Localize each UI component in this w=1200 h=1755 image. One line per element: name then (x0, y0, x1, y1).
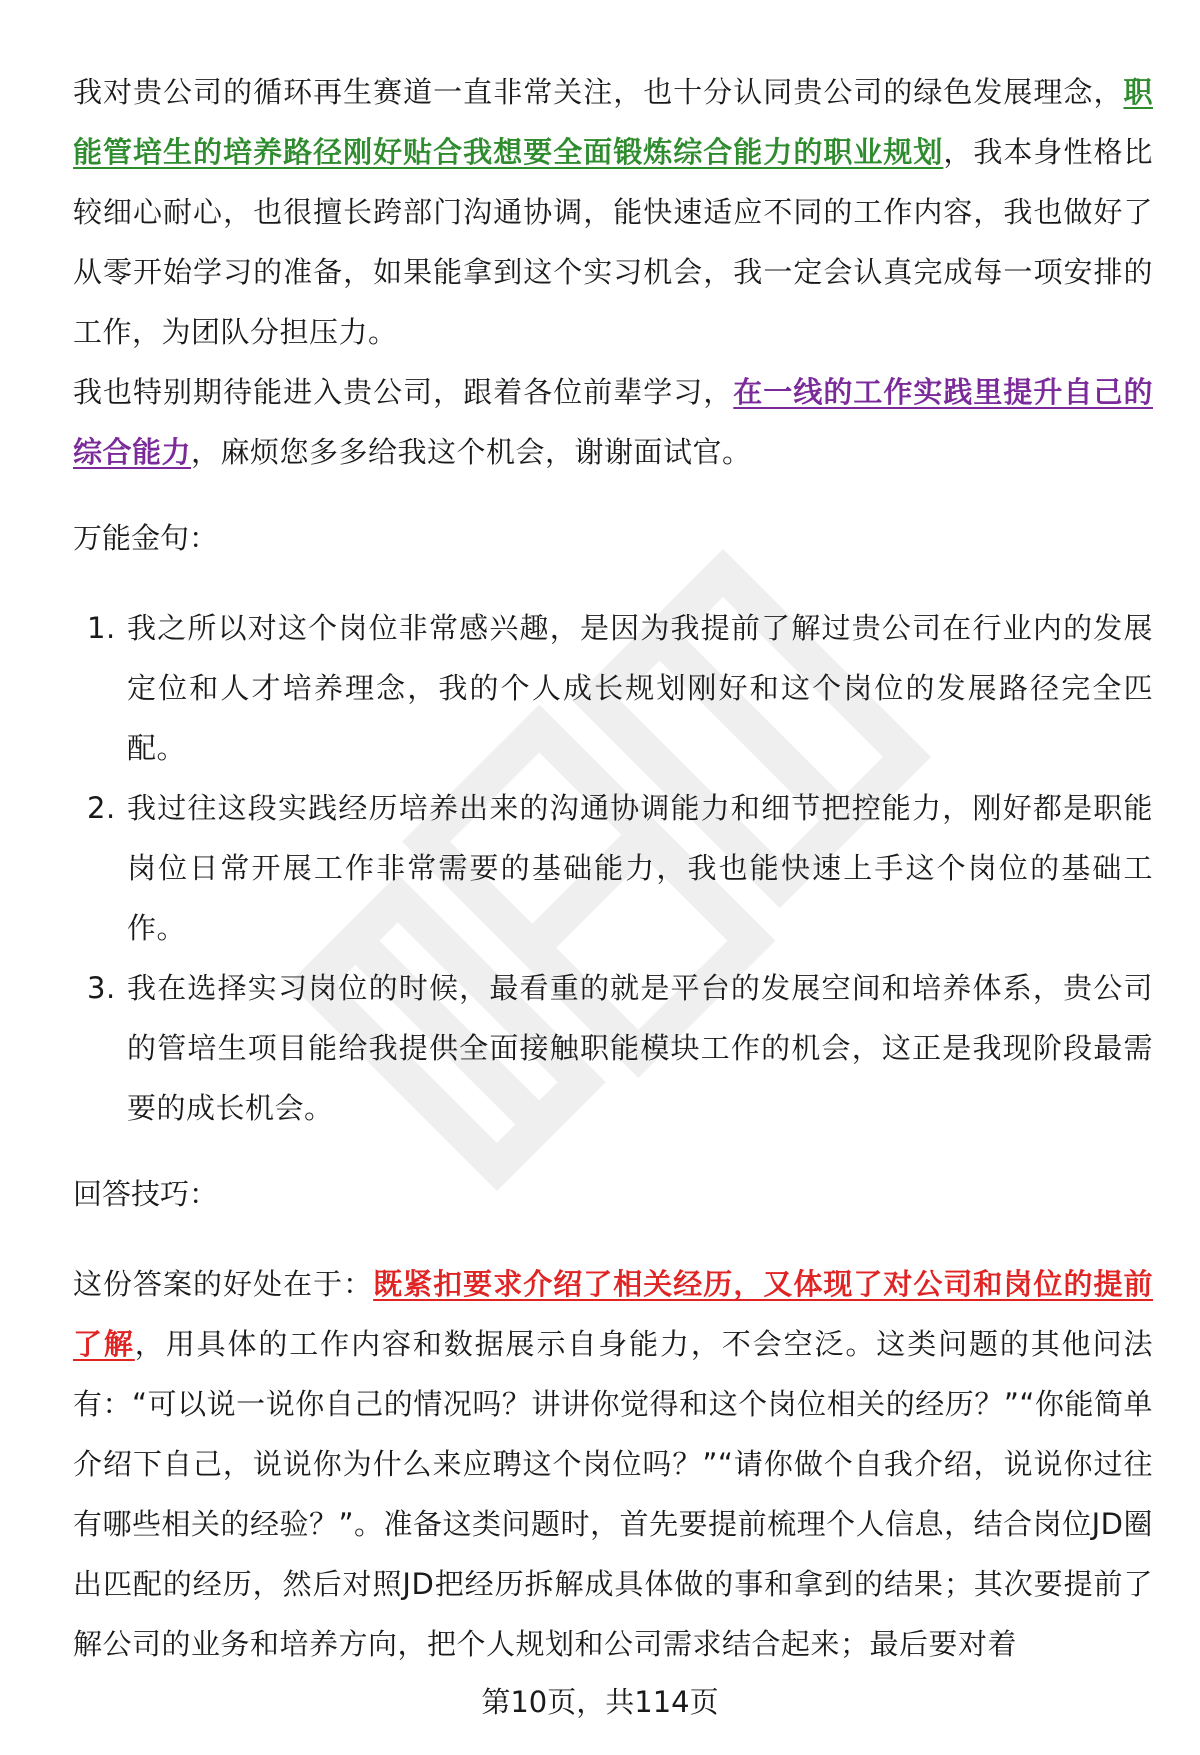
intro-paragraph (73, 62, 1153, 362)
intro-highlight: 职能管培生的培养路径刚好贴合我想要全面锻炼综合能力的职业规划 (73, 75, 1153, 169)
list-item-text: 我之所以对这个岗位非常感兴趣，是因为我提前了解过贵公司在行业内的发展定位和人才培养理念，我的个人成长规划刚好和这个岗位的发展路径完全匹配。 (127, 611, 1153, 765)
closing-text-pre: 我也特别期待能进入贵公司，跟着各位前辈学习， (73, 375, 734, 409)
intro-text-pre: 我对贵公司的循环再生赛道一直非常关注，也十分认同贵公司的绿色发展理念， (73, 75, 1124, 109)
list-item-number: 3. (87, 971, 116, 1005)
document-body (73, 62, 1153, 1674)
tips-heading: 回答技巧： (73, 1177, 219, 1211)
closing-highlight: 在一线的工作实践里提升自己的综合能力 (73, 375, 1153, 469)
tips-text-pre: 这份答案的好处在于： (73, 1267, 374, 1301)
list-item (73, 958, 1153, 1138)
list-item (73, 598, 1153, 778)
list-item-text: 我在选择实习岗位的时候，最看重的就是平台的发展空间和培养体系，贵公司的管培生项目能给我提供全面接触职能模块工作的机会，这正是我现阶段最需要的成长机会。 (127, 971, 1153, 1125)
list-item-number: 2. (87, 791, 116, 825)
tips-text-post: ，用具体的工作内容和数据展示自身能力，不会空泛。这类问题的其他问法有：“可以说一说你自己的情况吗？讲讲你觉得和这个岗位相关的经历？”“你能简单介绍下自己，说说你为什么来应聘这个岗位吗？”“请你做个自我介绍，说说你过往有哪些相关的经验？”。准备这类问题时，首先要提前梳理个人信息，结合岗位JD圈出匹配的经历，然后对照JD把经历拆解成具体做的事和拿到的结果；其次要提前了解公司的业务和培养方向，把个人规划和公司需求结合起来；最后要对着 (73, 1327, 1153, 1661)
page-number-footer: 第10页，共114页 (481, 1685, 719, 1719)
intro-text-post: ，我本身性格比较细心耐心，也很擅长跨部门沟通协调，能快速适应不同的工作内容，我也做好了从零开始学习的准备，如果能拿到这个实习机会，我一定会认真完成每一项安排的工作，为团队分担压力。 (73, 135, 1153, 349)
list-item-text: 我过往这段实践经历培养出来的沟通协调能力和细节把控能力，刚好都是职能岗位日常开展工作非常需要的基础能力，我也能快速上手这个岗位的基础工作。 (127, 791, 1153, 945)
golden-sentences-heading: 万能金句： (73, 521, 219, 555)
tips-paragraph (73, 1254, 1153, 1674)
list-item-number: 1. (87, 611, 116, 645)
closing-text-post: ，麻烦您多多给我这个机会，谢谢面试官。 (191, 435, 752, 469)
list-item (73, 778, 1153, 958)
tips-highlight: 既紧扣要求介绍了相关经历，又体现了对公司和岗位的提前了解 (73, 1267, 1153, 1361)
closing-paragraph (73, 362, 1153, 482)
golden-sentences-list (73, 598, 1153, 1138)
